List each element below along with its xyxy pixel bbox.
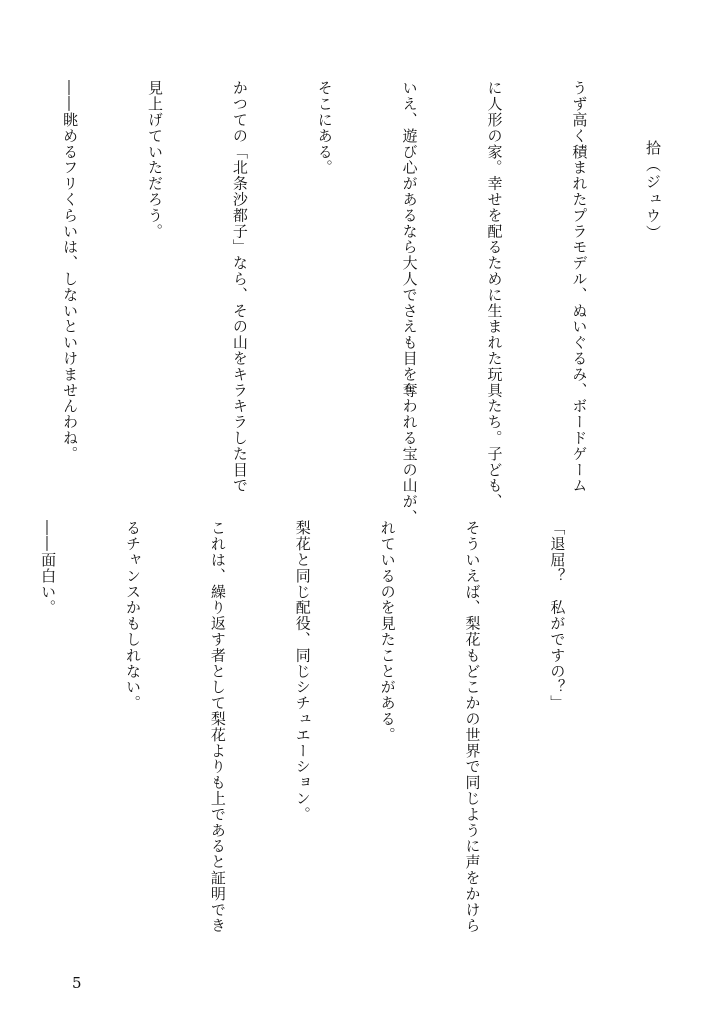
text-line: 見上げていただろう。 bbox=[145, 80, 164, 239]
page-number: 5 bbox=[72, 974, 82, 992]
text-line: れているのを見たことがある。 bbox=[378, 520, 397, 743]
text-line: 梨花と同じ配役、同じシチュエーション。 bbox=[293, 520, 312, 823]
text-line: に人形の家。幸せを配るために生まれた玩具たち。子ども、 bbox=[485, 80, 504, 510]
top-text-block bbox=[0, 80, 650, 526]
text-line: これは、繰り返す者として梨花よりも上であると証明でき bbox=[208, 520, 227, 934]
text-line: 「退屈？ 私がですの？」 bbox=[548, 520, 567, 711]
bottom-text-block bbox=[0, 520, 628, 960]
text-line: いえ、遊び心があるなら大人でさえも目を奪われる宝の山が、 bbox=[400, 80, 419, 526]
chapter-title: 拾（ジュウ） bbox=[644, 140, 662, 242]
text-line: ――面白い。 bbox=[39, 520, 58, 616]
text-line: るチャンスかもしれない。 bbox=[123, 520, 142, 711]
text-line: うず高く積まれたプラモデル、ぬいぐるみ、ボードゲーム bbox=[570, 80, 589, 494]
text-line: そういえば、梨花もどこかの世界で同じように声をかけら bbox=[463, 520, 482, 934]
text-line: かつての「北条沙都子」なら、その山をキラキラした目で bbox=[230, 80, 249, 494]
text-line: ――眺めるフリくらいは、しないといけませんわね。 bbox=[61, 80, 80, 462]
text-line: そこにある。 bbox=[315, 80, 334, 176]
